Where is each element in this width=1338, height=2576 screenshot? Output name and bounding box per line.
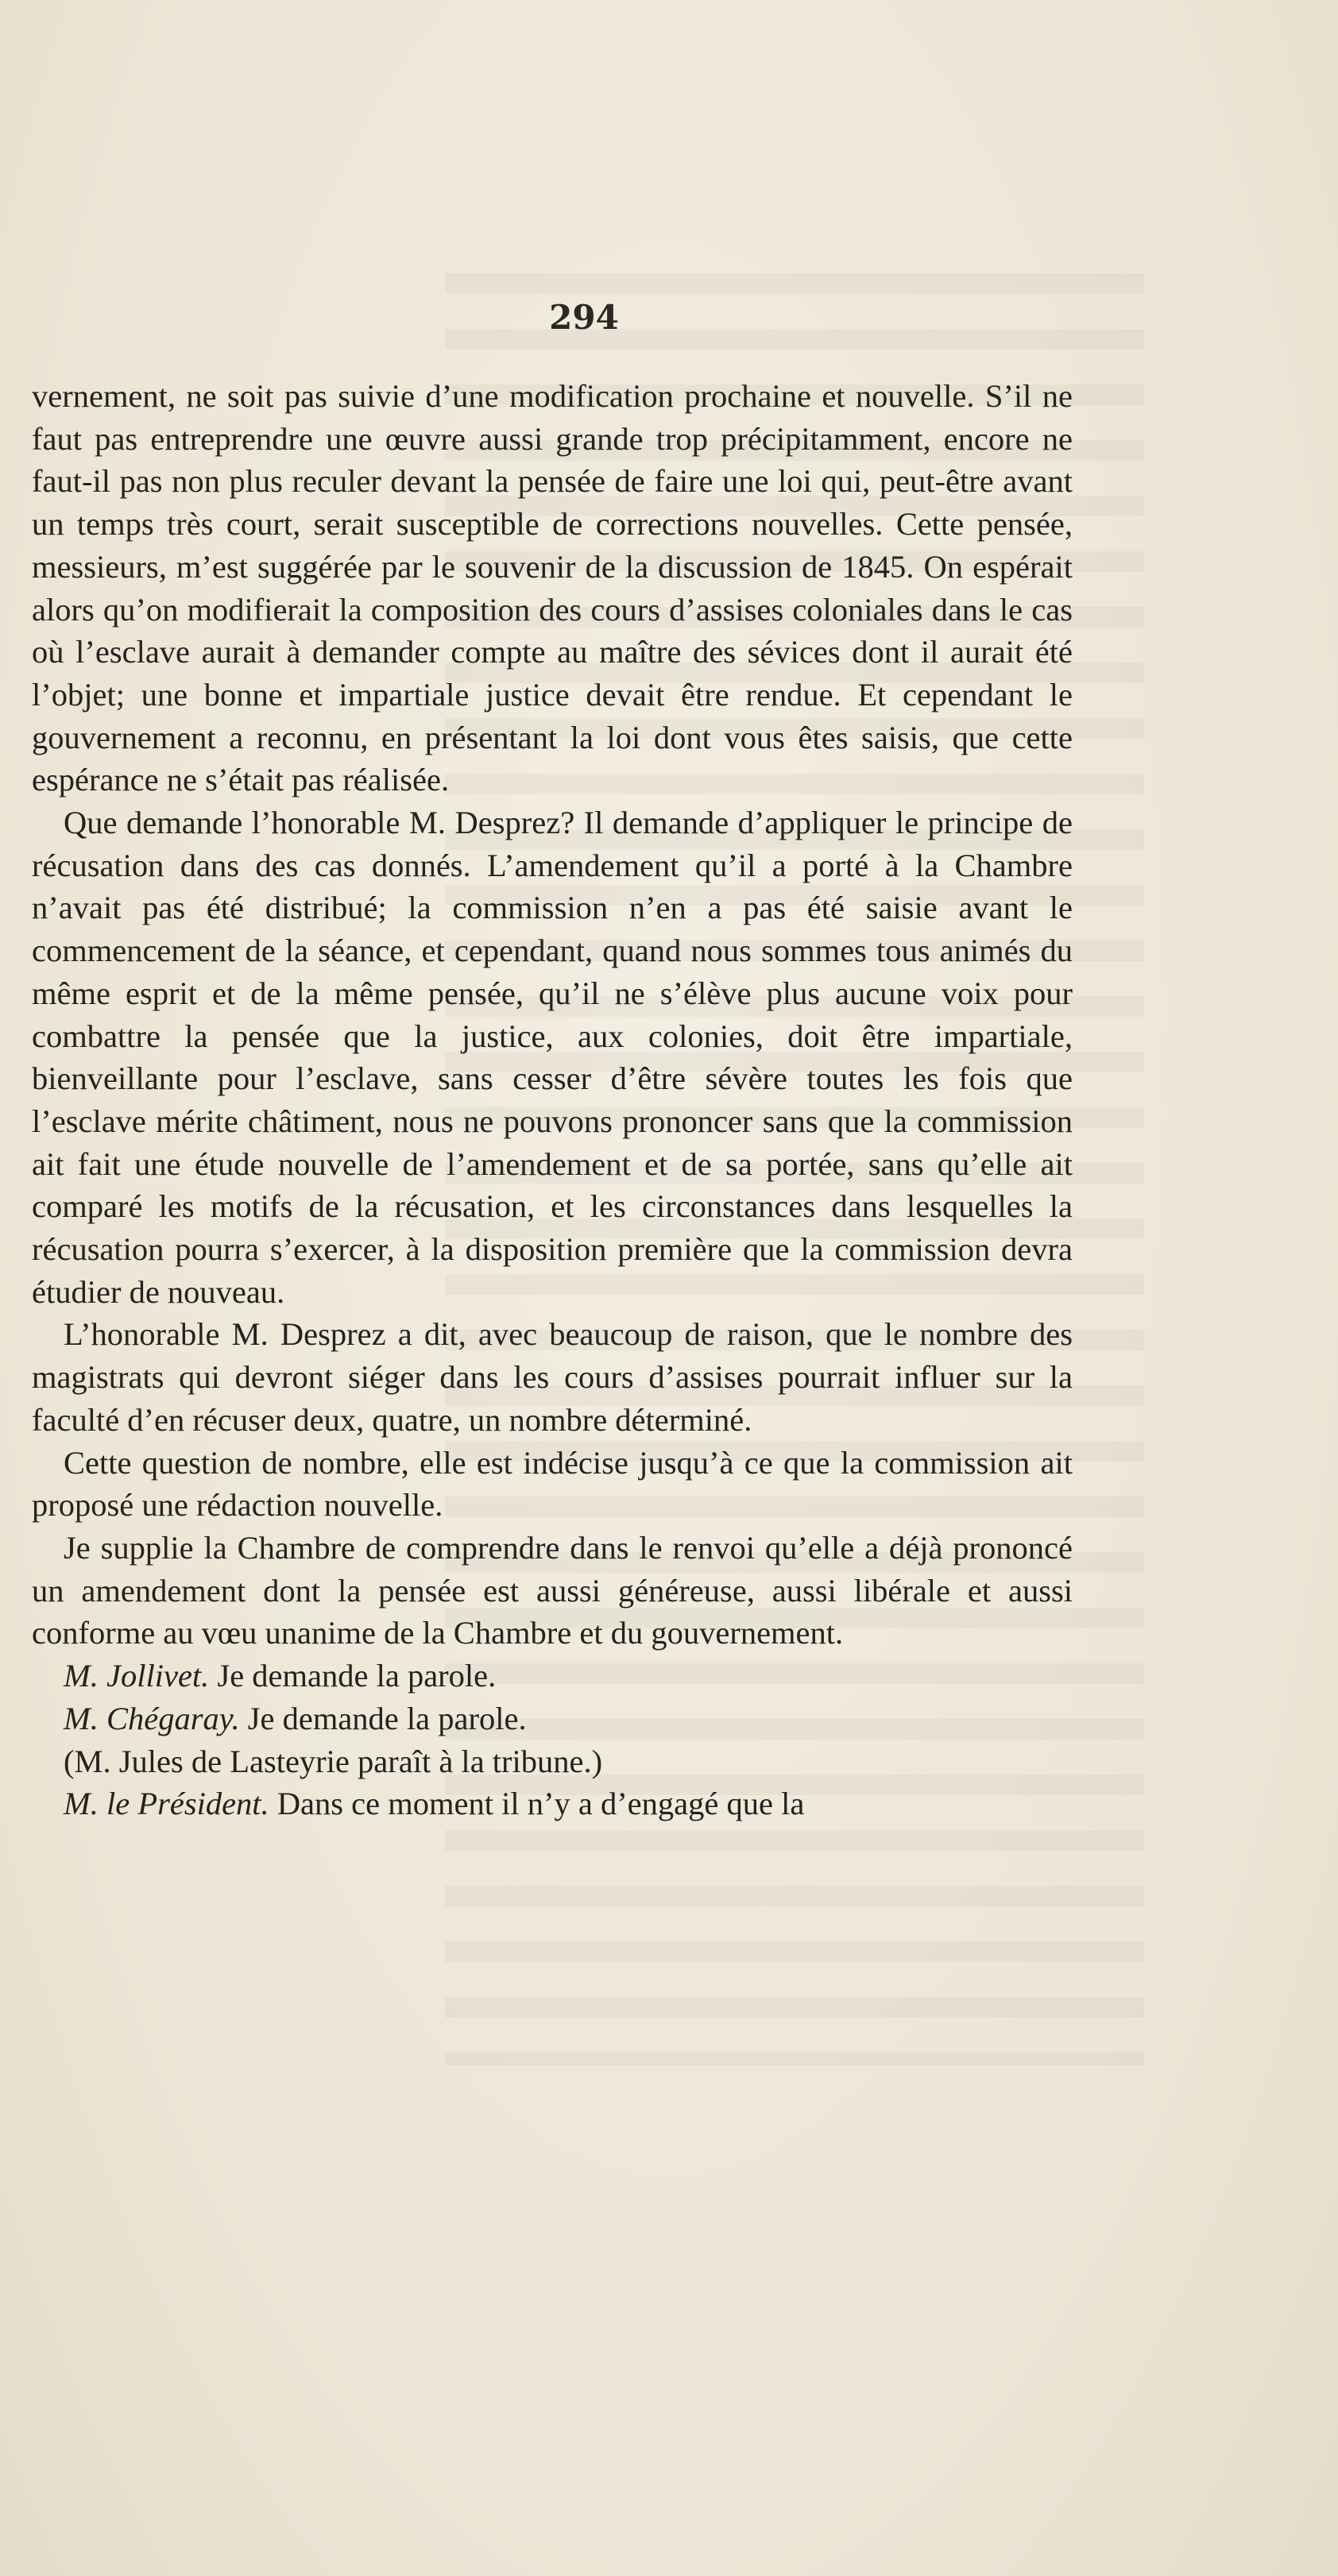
page-number: 294 (549, 298, 619, 337)
speech-text: Je demande la parole. (247, 1700, 527, 1736)
paragraph-3: L’honorable M. Desprez a dit, avec beaucoup de raison, que le nombre des magistrats qui devront siéger dans les cours d’assises pourrait influer sur la faculté d’en récuser deux, quatre, un nombre déterminé. (32, 1316, 1073, 1438)
stage-note: (M. Jules de Lasteyrie paraît à la tribune.) (64, 1743, 603, 1779)
speech-text: Je demande la parole. (217, 1658, 497, 1694)
dialogue-line-3 (32, 1782, 1073, 1825)
paragraph-4: Cette question de nombre, elle est indécise jusqu’à ce que la commission ait proposé une rédaction nouvelle. (32, 1444, 1073, 1524)
speaker-name: M. le Président. (64, 1786, 269, 1822)
paragraph-2: Que demande l’honorable M. Desprez? Il demande d’appliquer le principe de récusation dans des cas donnés. L’amendement qu’il a porté à la Chambre n’avait pas été distribué; la commission n’en a pas été saisie avant le commencement de la séance, et cependant, quand nous sommes tous animés du même esprit et de la même pensée, qu’il ne s’élève plus aucune voix pour combattre la pensée que la justice, aux colonies, doit être impartiale, bienveillante pour l’esclave, sans cesser d’être sévère toutes les fois que l’esclave mérite châtiment, nous ne pouvons prononcer sans que la commission ait fait une étude nouvelle de l’amendement et de sa portée, sans qu’elle ait comparé les motifs de la récusation, et les circonstances dans lesquelles la récusation pourra s’exercer, à la disposition première que la commission devra étudier de nouveau. (32, 805, 1073, 1310)
speech-text: Dans ce moment il n’y a d’engagé que la (276, 1786, 805, 1822)
paragraph-1: vernement, ne soit pas suivie d’une modification prochaine et nouvelle. S’il ne faut pas entreprendre une œuvre aussi grande trop précipitamment, encore ne faut-il pas non plus reculer devant la pensée de faire une loi qui, peut-être avant un temps très court, serait susceptible de corrections nouvelles. Cette pensée, messieurs, m’est suggérée par le souvenir de la discussion de 1845. On espérait alors qu’on modifierait la composition des cours d’assises coloniales dans le cas où l’esclave aurait à demander compte au maître des sévices dont il aurait été l’objet; une bonne et impartiale justice devait être rendue. Et cependant le gouvernement a reconnu, en présentant la loi dont vous êtes saisis, que cette espérance ne s’était pas réalisée. (32, 378, 1073, 798)
speaker-name: M. Chégaray. (64, 1700, 240, 1736)
dialogue-line-1 (32, 1655, 1073, 1697)
paragraph-5: Je supplie la Chambre de comprendre dans le renvoi qu’elle a déjà prononcé un amendement dont la pensée est aussi généreuse, aussi libérale et aussi conforme au vœu unanime de la Chambre et du gouvernement. (32, 1529, 1073, 1651)
speaker-name: M. Jollivet. (64, 1658, 210, 1694)
body-text (32, 375, 1073, 1825)
dialogue-line-2 (32, 1697, 1073, 1740)
